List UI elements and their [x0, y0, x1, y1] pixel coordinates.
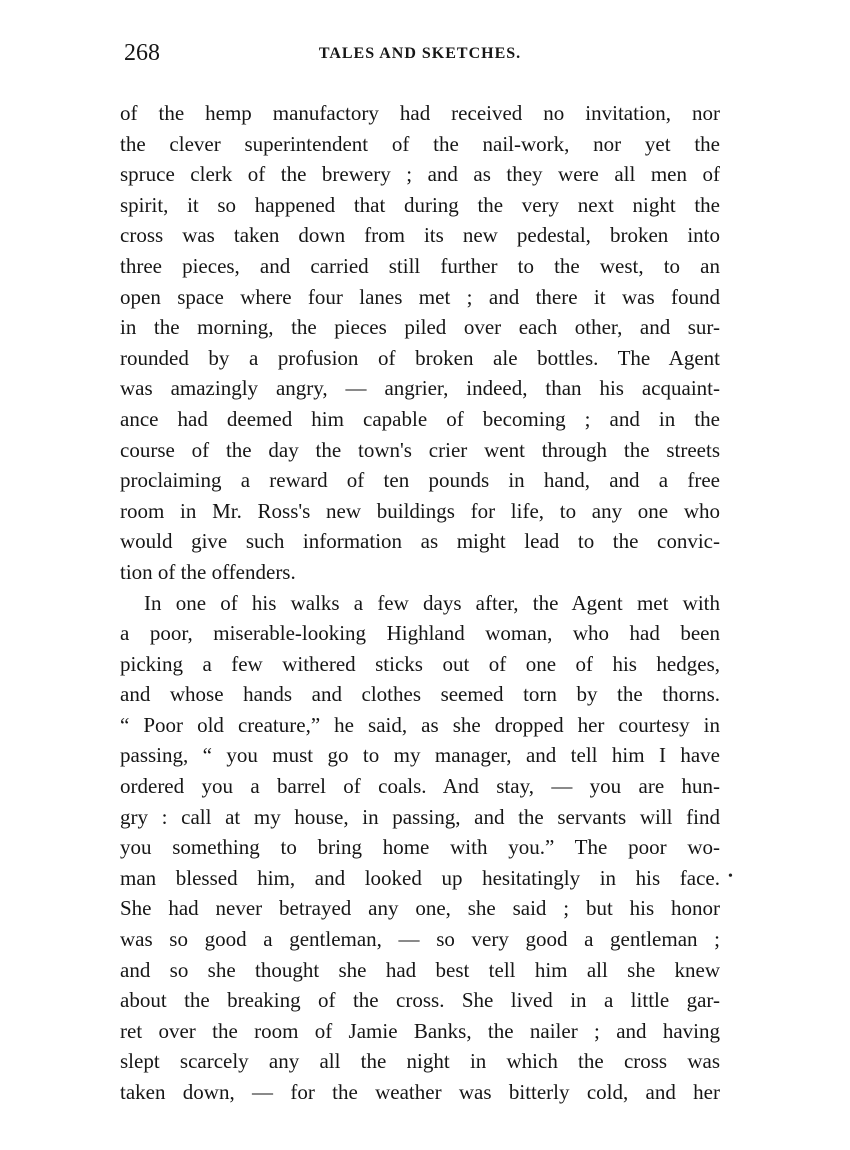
running-title: TALES AND SKETCHES. [318, 45, 522, 62]
text-line: slept scarcely any all the night in which the cross was [120, 1049, 720, 1074]
page-number: 268 [124, 40, 160, 66]
text-line: spirit, it so happened that during the very next night the [120, 192, 720, 217]
text-line: proclaiming a reward of ten pounds in hand, and a free [120, 468, 720, 493]
text-line: you something to bring home with you.” The poor wo- [120, 835, 720, 860]
text-line: and whose hands and clothes seemed torn by the thorns. [120, 682, 720, 707]
text-line: about the breaking of the cross. She lived in a little gar- [120, 988, 720, 1013]
text-line: three pieces, and carried still further to the west, to an [120, 253, 720, 278]
text-line: She had never betrayed any one, she said ; but his honor [120, 896, 720, 921]
text-line: room in Mr. Ross's new buildings for life, to any one who [120, 498, 720, 523]
text-line: of the hemp manufactory had received no invitation, nor [120, 101, 720, 125]
text-line: rounded by a profusion of broken ale bottles. The Agent [120, 345, 720, 370]
text-line: open space where four lanes met ; and there it was found [120, 284, 720, 309]
text-line: ordered you a barrel of coals. And stay, — you are hun- [120, 774, 720, 799]
text-line: gry : call at my house, in passing, and the servants will find [120, 804, 720, 829]
text-line: picking a few withered sticks out of one of his hedges, [120, 651, 720, 676]
paragraph-first-line: In one of his walks a few days after, the Agent met with [144, 590, 720, 615]
text-line: taken down, — for the weather was bitterly cold, and her [120, 1080, 720, 1104]
text-line: was amazingly angry, — angrier, indeed, than his acquaint- [120, 376, 720, 401]
margin-mark: • [728, 869, 733, 884]
text-line: spruce clerk of the brewery ; and as they were all men of [120, 162, 720, 187]
text-line: ret over the room of Jamie Banks, the nailer ; and having [120, 1018, 720, 1043]
paragraph-end-line: tion of the offenders. [120, 559, 296, 584]
text-line: man blessed him, and looked up hesitatingly in his face. [120, 865, 720, 890]
text-line: the clever superintendent of the nail-work, nor yet the [120, 131, 720, 156]
text-line: in the morning, the pieces piled over each other, and sur- [120, 315, 720, 340]
text-line: a poor, miserable-looking Highland woman, who had been [120, 621, 720, 646]
text-line: “ Poor old creature,” he said, as she dropped her courtesy in [120, 712, 720, 737]
text-line: was so good a gentleman, — so very good a gentleman ; [120, 927, 720, 952]
text-line: and so she thought she had best tell him all she knew [120, 957, 720, 982]
body-text [120, 98, 720, 1108]
text-line: cross was taken down from its new pedestal, broken into [120, 223, 720, 248]
book-page [120, 38, 720, 1108]
text-line: would give such information as might lead to the convic- [120, 529, 720, 554]
text-line: ance had deemed him capable of becoming ; and in the [120, 406, 720, 431]
running-header [120, 38, 720, 78]
text-line: passing, “ you must go to my manager, and tell him I have [120, 743, 720, 768]
text-line: course of the day the town's crier went through the streets [120, 437, 720, 462]
